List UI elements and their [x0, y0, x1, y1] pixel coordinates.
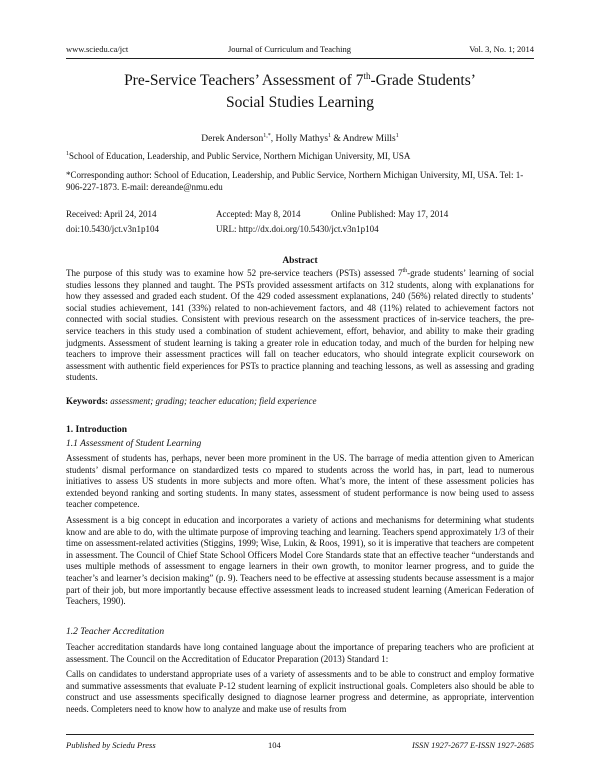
keywords-label: Keywords:: [66, 396, 108, 406]
section-heading: 1. Introduction: [66, 425, 128, 435]
author-name: Derek Anderson: [201, 134, 264, 144]
author-list: Derek Anderson$^{1,*}$, Holly Mathys$^1$ & Andrew Mills$^1$: [201, 132, 399, 144]
corresponding-author: *Corresponding author: School of Education, Leadership, and Public Service, Northern Michigan University, MI, USA. Tel: 1-906-227-1873. E-mail: dereande@nmu.edu: [66, 170, 524, 192]
abstract-heading: Abstract: [282, 256, 318, 266]
doi-line: [66, 224, 534, 236]
doi[interactable]: doi:10.5430/jct.v3n1p104: [66, 224, 159, 234]
paragraph: Teacher accreditation standards have long contained language about the importance of preparing teachers who are proficient at assessment. The Council on the Accreditation of Educator Preparation (2013) Standard 1:: [66, 642, 534, 664]
page-footer: [66, 740, 534, 752]
article-title: Pre-Service Teachers’ Assessment of 7th-Grade Students’ Social Studies Learning: [124, 70, 476, 111]
subsection-heading: 1.2 Teacher Accreditation: [66, 627, 165, 637]
footer-rule: [66, 734, 534, 735]
keywords-list: assessment; grading; teacher education; field experience: [110, 396, 317, 406]
published-date: Online Published: May 17, 2014: [331, 209, 449, 219]
subsection-heading: 1.1 Assessment of Student Learning: [66, 439, 202, 449]
accepted-date: Accepted: May 8, 2014: [216, 209, 301, 219]
author-name: , Holly Mathys: [270, 134, 329, 144]
abstract-text: The purpose of this study was to examine how 52 pre-service teachers (PSTs) assessed 7th-grade students’ learning of social studies lessons they planned and taught. The PSTs provided assessment artifacts on 312 students, along with explanations for how they assessed and graded each student. Of the 429 coded assessment explanations, 240 (56%) related directly to students’ social studies achievement, 141 (33%) related to non-achievement factors, and 48 (11%) related to achievement factors not connected with social studies. Consistent with previous research on the assessment practices of in-service teachers, the pre-service teachers in this study used a combination of student achievement, effort, behavior, and ability to make their grading judgments. Assessment of student learning is taking a greater role in education today, and much of the burden for helping new teachers to improve their assessment practices will fall on teacher educators, who should integrate explicit coursework on assessment with authentic field experiences for PSTs to practice planning and teaching lessons, as well as assessing and grading students.: [66, 268, 534, 383]
author-name: & Andrew Mills: [331, 134, 396, 144]
doi-url[interactable]: URL: http://dx.doi.org/10.5430/jct.v3n1p104: [216, 224, 379, 234]
journal-name: Journal of Curriculum and Teaching: [228, 44, 351, 54]
publisher: Published by Sciedu Press: [66, 740, 156, 750]
keywords: [66, 396, 534, 408]
affiliation: $^1$School of Education, Leadership, and Public Service, Northern Michigan University, MI, USA: [66, 151, 411, 161]
header-rule: [66, 58, 534, 59]
paragraph: Calls on candidates to understand appropriate uses of a variety of assessments and to be able to construct and employ formative and summative assessments that evaluate P-12 student learning of explicit instructional goals. Completers also should be able to construct and use assessments specifically designed to diagnose learner progress and determine, as appropriate, intervention needs. Completers need to know how to analyze and make use of results from: [66, 669, 534, 714]
publication-dates: [66, 209, 534, 221]
paragraph: Assessment is a big concept in education and incorporates a variety of actions and mechanisms for determining what students know and are able to do, with the ultimate purpose of improving teaching and learning. Teachers spend approximately 1/3 of their time on assessment-related activities (Stiggins, 1999; Wise, Lukin, & Roos, 1991), so it is imperative that teachers are competent in assessment. The Council of Chief State School Officers Model Core Standards state that an effective teacher “understands and uses multiple methods of assessment to engage learners in their own growth, to monitor learner progress, and to guide the teacher’s and learner’s decision making” (p. 9). Teachers need to be effective at assessing students because assessment is a major part of their job, but more importantly because effective assessment leads to increased student learning (American Federation of Teachers, 1990).: [66, 515, 534, 607]
journal-issue: Vol. 3, No. 1; 2014: [469, 44, 534, 54]
page-number: 104: [268, 740, 281, 750]
running-header: [66, 44, 534, 56]
issn: ISSN 1927-2677 E-ISSN 1927-2685: [411, 740, 534, 750]
journal-website[interactable]: www.sciedu.ca/jct: [66, 44, 129, 54]
received-date: Received: April 24, 2014: [66, 209, 157, 219]
paragraph: Assessment of students has, perhaps, never been more prominent in the US. The barrage of media attention given to American students’ dismal performance on standardized tests co mpared to students across the world has, in part, lead to numerous initiatives to assess US students in more subjects and more often. What’s more, the intent of these assessment policies has extended beyond ranking and sorting students. In many states, assessment of student performance is now being used to assess teacher competence.: [66, 453, 534, 510]
